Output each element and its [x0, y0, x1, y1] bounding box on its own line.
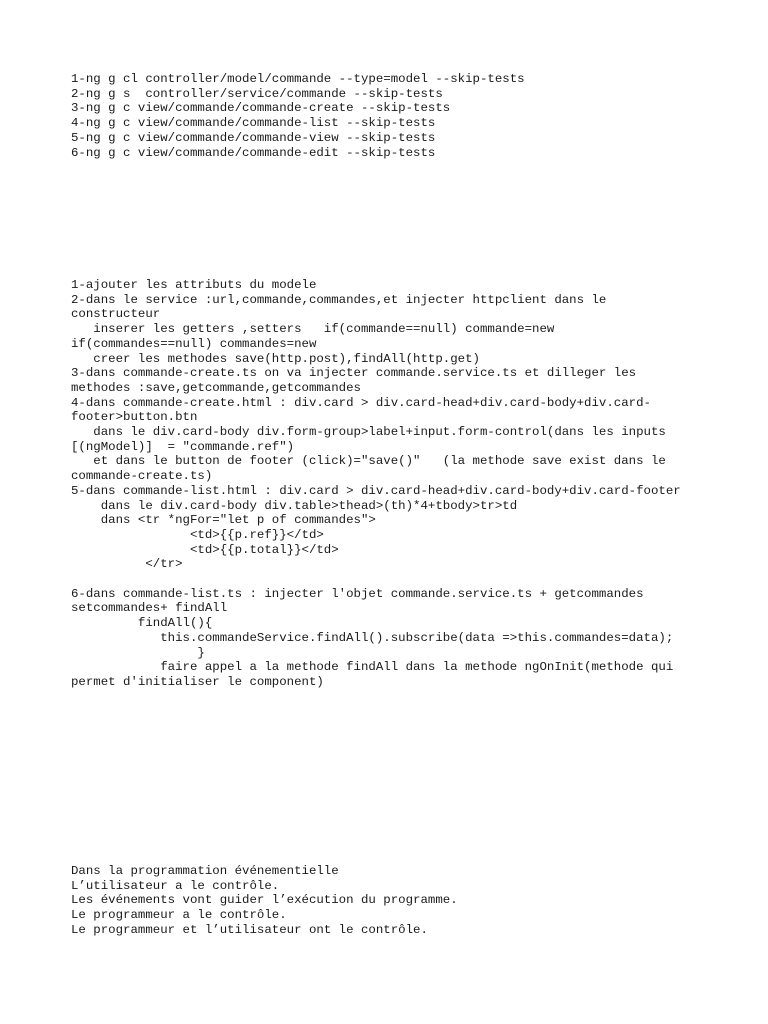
instruction-line: <td>{{p.total}}</td> [71, 542, 339, 557]
instruction-line: </tr> [71, 557, 183, 572]
instruction-line: setcommandes+ findAll [71, 601, 228, 616]
instruction-line: <td>{{p.ref}}</td> [71, 527, 324, 542]
command-line: 4-ng g c view/commande/commande-list --skip-tests [71, 116, 436, 131]
instruction-line: et dans le button de footer (click)="save()" (la methode save exist dans le [71, 454, 666, 469]
instruction-line [71, 572, 761, 587]
instructions-block [71, 278, 761, 690]
instruction-line: dans <tr *ngFor="let p of commandes"> [71, 513, 376, 528]
quiz-line: Le programmeur a le contrôle. [71, 908, 287, 923]
instruction-line: permet d'initialiser le component) [71, 674, 324, 689]
instruction-line: 3-dans commande-create.ts on va injecter commande.service.ts et dilleger les [71, 366, 637, 381]
instruction-line: } [71, 645, 205, 660]
instruction-line: 1-ajouter les attributs du modele [71, 278, 317, 292]
instruction-line: findAll(){ [71, 616, 213, 631]
instruction-line: 5-dans commande-list.html : div.card > div.card-head+div.card-body+div.card-footer [71, 483, 681, 498]
instruction-line: constructeur [71, 307, 161, 322]
command-line: 5-ng g c view/commande/commande-view --skip-tests [71, 130, 436, 145]
instruction-line: [(ngModel)] = "commande.ref") [71, 439, 295, 454]
command-line: 2-ng g s controller/service/commande --skip-tests [71, 86, 443, 101]
instruction-line: inserer les getters ,setters if(commande==null) commande=new [71, 322, 555, 337]
instruction-line: methodes :save,getcommande,getcommandes [71, 380, 361, 395]
instruction-line: commande-create.ts) [71, 469, 213, 484]
quiz-line: Les événements vont guider l’exécution du programme. [71, 893, 458, 908]
instruction-line: faire appel a la methode findAll dans la methode ngOnInit(methode qui [71, 660, 674, 675]
instruction-line: creer les methodes save(http.post),findAll(http.get) [71, 351, 480, 366]
instruction-line: 4-dans commande-create.html : div.card > div.card-head+div.card-body+div.card- [71, 395, 651, 410]
quiz-line: Dans la programmation événementielle [71, 864, 339, 878]
instruction-line: footer>button.btn [71, 410, 198, 425]
instruction-line: if(commandes==null) commandes=new [71, 336, 317, 351]
instruction-line: dans le div.card-body div.table>thead>(th)*4+tbody>tr>td [71, 498, 518, 513]
quiz-line: Le programmeur et l’utilisateur ont le contrôle. [71, 922, 428, 937]
quiz-block [71, 864, 761, 938]
instruction-line: this.commandeService.findAll().subscribe(data =>this.commandes=data); [71, 630, 674, 645]
instruction-line: dans le div.card-body div.form-group>label+input.form-control(dans les inputs [71, 425, 666, 440]
command-line: 6-ng g c view/commande/commande-edit --skip-tests [71, 145, 436, 160]
command-line: 3-ng g c view/commande/commande-create --skip-tests [71, 101, 451, 116]
command-line: 1-ng g cl controller/model/commande --type=model --skip-tests [71, 72, 525, 86]
ng-commands-block [71, 72, 761, 160]
instruction-line: 2-dans le service :url,commande,commandes,et injecter httpclient dans le [71, 292, 607, 307]
quiz-line: L’utilisateur a le contrôle. [71, 878, 280, 893]
instruction-line: 6-dans commande-list.ts : injecter l'objet commande.service.ts + getcommandes [71, 586, 644, 601]
